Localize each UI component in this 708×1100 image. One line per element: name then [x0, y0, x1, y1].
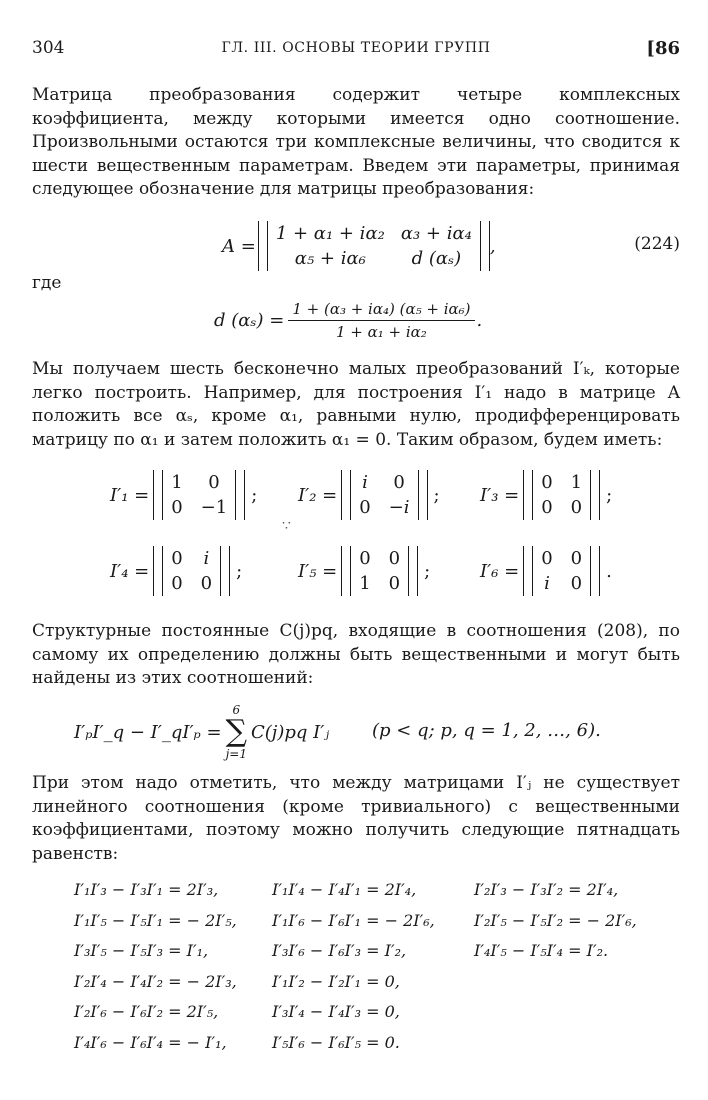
- matrix-A-cells: [268, 221, 480, 271]
- paragraph-intro: [32, 84, 680, 202]
- matrix-A-cell-12: α₃ + iα₄: [400, 223, 472, 244]
- running-title: ГЛ. III. ОСНОВЫ ТЕОРИИ ГРУПП: [221, 40, 491, 56]
- paragraph-generators: [32, 358, 680, 452]
- gamma-separator: ;: [606, 484, 613, 506]
- equation-d: [0, 296, 708, 344]
- gamma-matrix-body: [523, 470, 600, 520]
- gamma-cell: 0: [388, 573, 401, 594]
- gamma-separator: ;: [236, 560, 243, 582]
- gamma-separator: .: [606, 560, 612, 582]
- matrix-bar-right: [480, 221, 490, 271]
- gamma-cell: 1: [359, 573, 371, 594]
- gamma-cell: i: [203, 548, 210, 569]
- comm-condition: (p < q; p, q = 1, 2, …, 6).: [372, 720, 601, 741]
- stray-mark: ∵: [282, 518, 291, 534]
- equation-number: (224): [634, 234, 680, 254]
- gamma-cells: [351, 470, 417, 520]
- sum-operator: [226, 703, 247, 761]
- sum-lower-limit: j=1: [225, 747, 247, 761]
- gamma-matrix-5: [298, 542, 430, 600]
- gamma-separator: ;: [251, 484, 258, 506]
- gamma-label: I′₆ =: [480, 560, 520, 582]
- gamma-cells: [163, 546, 220, 596]
- eq224-lhs: A =: [222, 235, 256, 257]
- paragraph-fifteen: [32, 772, 680, 866]
- relation-col3-3: I′₄I′₅ − I′₅I′₄ = I′₂.: [474, 941, 609, 960]
- gamma-matrix-body: [523, 546, 600, 596]
- matrix-bar-right: [220, 546, 230, 596]
- gamma-cell: 0: [570, 497, 583, 518]
- paragraph-intro-text: Матрица преобразования содержит четыре комплексных коэффициента, между которыми имеется одно соотношение. Произвольными остаются три комплексные величины, что сводится к шести вещественным параметрам. Введем эти параметры, принимая следующее обозначение для матрицы преобразования:: [32, 85, 680, 199]
- matrix-bar-left: [523, 470, 533, 520]
- gamma-label: I′₄ =: [110, 560, 150, 582]
- gamma-cell: 0: [570, 573, 583, 594]
- relation-col1-4: I′₂I′₄ − I′₄I′₂ = − 2I′₃,: [74, 971, 237, 991]
- page-header: [32, 38, 680, 62]
- gamma-cells: [351, 546, 408, 596]
- matrix-A-cell-22: d (αₛ): [411, 248, 462, 269]
- matrix-bar-right: [590, 470, 600, 520]
- gamma-cell: 0: [359, 497, 371, 518]
- section-number: [86: [646, 38, 680, 59]
- gamma-separator: ;: [424, 560, 431, 582]
- matrix-bar-right: [235, 470, 245, 520]
- relation-col2-1: I′₁I′₄ − I′₄I′₁ = 2I′₄,: [272, 880, 417, 899]
- d-eq-trailer: .: [476, 309, 483, 331]
- gamma-cell: 0: [388, 548, 401, 569]
- gamma-matrix-2: [298, 466, 440, 524]
- matrix-A: [258, 221, 490, 271]
- page-number: 304: [32, 38, 65, 58]
- gamma-cells: [533, 546, 590, 596]
- relation-col2-6: I′₅I′₆ − I′₆I′₅ = 0.: [272, 1032, 400, 1052]
- relation-col1-2: I′₁I′₅ − I′₅I′₁ = − 2I′₅,: [74, 910, 237, 930]
- relation-col2-2: I′₁I′₆ − I′₆I′₁ = − 2I′₆,: [272, 910, 435, 930]
- gamma-cell: 0: [393, 472, 405, 493]
- matrix-bar-right: [590, 546, 600, 596]
- matrix-bar-left: [341, 470, 351, 520]
- equation-224: [0, 218, 708, 274]
- sum-upper-limit: 6: [232, 703, 241, 717]
- matrix-A-cell-11: 1 + α₁ + iα₂: [275, 223, 385, 244]
- paragraph-structure-text: Структурные постоянные C(j)pq, входящие в соотношения (208), по самому их определению должны быть вещественными и могут быть найдены из этих соотношений:: [32, 621, 680, 688]
- relation-col2-3: I′₃I′₆ − I′₆I′₃ = I′₂,: [272, 941, 407, 960]
- gamma-cell: 0: [171, 548, 183, 569]
- gamma-cells: [533, 470, 590, 520]
- relation-col1-3: I′₃I′₅ − I′₅I′₃ = I′₁,: [74, 941, 209, 960]
- gamma-matrix-4: [110, 542, 242, 600]
- matrix-bar-left: [341, 546, 351, 596]
- gamma-cell: i: [362, 472, 368, 493]
- gamma-matrix-3: [480, 466, 612, 524]
- d-fraction: [288, 300, 474, 341]
- gamma-cell: 0: [200, 573, 213, 594]
- commutator-equation: [0, 702, 708, 762]
- matrix-bar-right: [418, 470, 428, 520]
- matrix-bar-right: [408, 546, 418, 596]
- gamma-cell: 0: [171, 497, 183, 518]
- comm-lhs: I′ₚI′_q − I′_qI′ₚ =: [74, 721, 222, 743]
- d-eq-lhs: d (αₛ) =: [214, 309, 285, 331]
- d-numerator: 1 + (α₃ + iα₄) (α₅ + iα₆): [288, 300, 474, 321]
- gamma-cell: 0: [541, 548, 553, 569]
- matrix-bar-left: [258, 221, 268, 271]
- relation-col1-5: I′₂I′₆ − I′₆I′₂ = 2I′₅,: [74, 1002, 219, 1021]
- gamma-cell: 0: [208, 472, 220, 493]
- gamma-label: I′₅ =: [298, 560, 338, 582]
- gamma-cell: i: [544, 573, 550, 594]
- gamma-cell: 0: [541, 497, 553, 518]
- gamma-cell: −1: [200, 497, 228, 518]
- d-denominator: 1 + α₁ + iα₂: [335, 322, 427, 341]
- gamma-matrix-body: [153, 470, 245, 520]
- matrix-bar-left: [153, 470, 163, 520]
- paragraph-generators-text: Мы получаем шесть бесконечно малых преобразований I′ₖ, которые легко построить. Например, для построения I′₁ надо в матрице A положить все αₛ, кроме α₁, равными нулю, продифференцировать матрицу по α₁ и затем положить α₁ = 0. Таким образом, будем иметь:: [32, 359, 680, 450]
- paragraph-fifteen-text: При этом надо отметить, что между матрицами I′ⱼ не существует линейного соотношения (кроме тривиального) с вещественными коэффициентами, поэтому можно получить следующие пятнадцать равенств:: [32, 773, 680, 864]
- matrix-bar-left: [153, 546, 163, 596]
- relation-col3-2: I′₂I′₅ − I′₅I′₂ = − 2I′₆,: [474, 910, 637, 930]
- gamma-cell: 1: [570, 472, 583, 493]
- gamma-matrix-1: [110, 466, 257, 524]
- gamma-separator: ;: [433, 484, 440, 506]
- relation-col2-5: I′₃I′₄ − I′₄I′₃ = 0,: [272, 1002, 400, 1021]
- gamma-label: I′₂ =: [298, 484, 338, 506]
- gamma-cell: 0: [570, 548, 583, 569]
- gamma-label: I′₃ =: [480, 484, 520, 506]
- paragraph-structure: [32, 620, 680, 691]
- gamma-matrix-6: [480, 542, 612, 600]
- eq224-trailer: ,: [489, 235, 496, 257]
- where-word: где: [32, 273, 62, 293]
- gamma-matrix-body: [341, 546, 418, 596]
- gamma-cell: −i: [388, 497, 410, 518]
- gamma-label: I′₁ =: [110, 484, 150, 506]
- where-line: [32, 272, 680, 296]
- sum-summand: C(j)pq I′ⱼ: [250, 721, 330, 743]
- relation-col3-1: I′₂I′₃ − I′₃I′₂ = 2I′₄,: [474, 880, 619, 899]
- relation-col1-1: I′₁I′₃ − I′₃I′₁ = 2I′₃,: [74, 880, 219, 899]
- gamma-cell: 0: [359, 548, 371, 569]
- gamma-cell: 1: [171, 472, 183, 493]
- gamma-matrix-body: [341, 470, 427, 520]
- gamma-matrix-body: [153, 546, 230, 596]
- gamma-cell: 0: [171, 573, 183, 594]
- matrix-bar-left: [523, 546, 533, 596]
- relation-col1-6: I′₄I′₆ − I′₆I′₄ = − I′₁,: [74, 1032, 227, 1052]
- sum-symbol: ∑: [225, 714, 247, 749]
- matrix-A-cell-21: α₅ + iα₆: [294, 248, 366, 269]
- gamma-cells: [163, 470, 235, 520]
- gamma-cell: 0: [541, 472, 553, 493]
- relation-col2-4: I′₁I′₂ − I′₂I′₁ = 0,: [272, 971, 400, 991]
